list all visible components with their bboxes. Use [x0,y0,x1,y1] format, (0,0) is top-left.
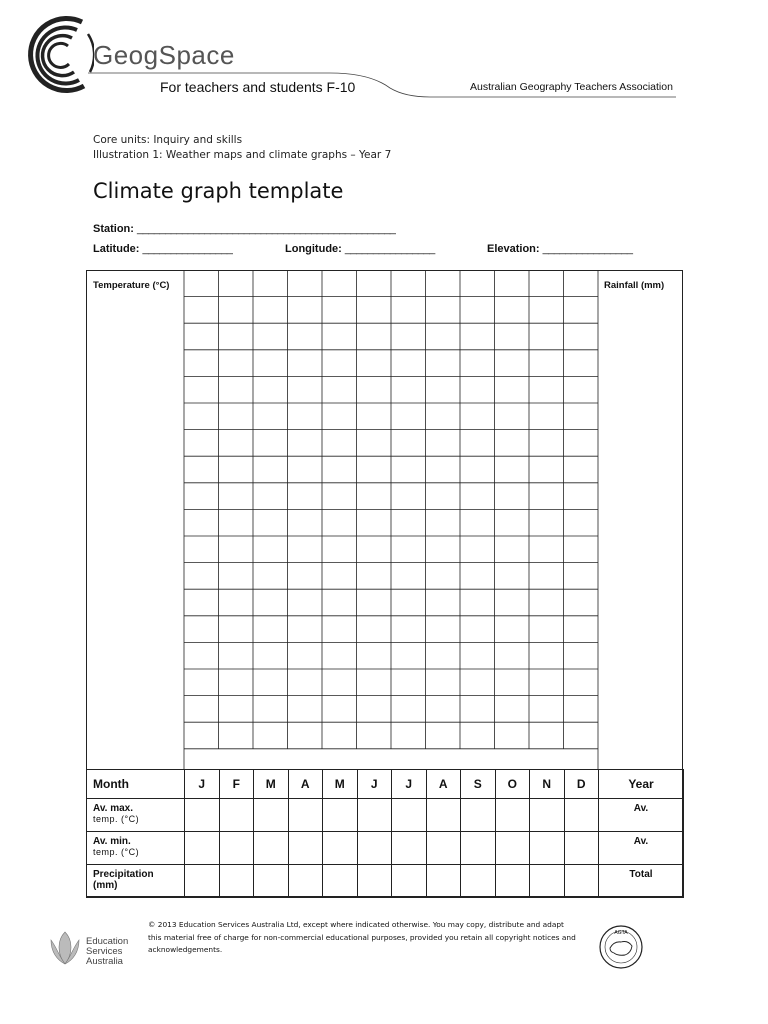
precipitation-total[interactable]: Total [599,865,684,898]
longitude-label: Longitude: [285,243,342,255]
illustration-line: Illustration 1: Weather maps and climate graphs – Year 7 [93,149,392,161]
table-row [87,799,684,832]
month-label: Month [87,770,185,799]
data-cell[interactable] [392,865,427,898]
month-cell: M [323,770,358,799]
month-cell: A [426,770,461,799]
latitude-label: Latitude: [93,243,140,255]
month-cell: M [254,770,289,799]
data-cell[interactable] [495,832,530,865]
station-blank[interactable]: ______________________________________________ [137,223,396,235]
data-cell[interactable] [357,832,392,865]
data-cell[interactable] [392,832,427,865]
data-cell[interactable] [461,865,496,898]
publisher-line: Services [86,946,123,957]
page-title: Climate graph template [93,179,344,203]
data-cell[interactable] [530,865,565,898]
data-cell[interactable] [219,832,254,865]
data-cell[interactable] [323,865,358,898]
month-cell: S [461,770,496,799]
row-label-text: Av. min. [93,836,131,847]
data-cell[interactable] [564,799,599,832]
month-header-row [87,770,684,799]
brand-tagline: For teachers and students F-10 [160,79,356,95]
longitude-blank[interactable]: ________________ [344,243,435,255]
av-max-label [87,799,185,832]
agta-seal-icon [598,924,644,970]
data-cell[interactable] [392,799,427,832]
copyright-notice: © 2013 Education Services Australia Ltd, except where indicated otherwise. You may copy, distribute and adapt this material free of charge for non-commercial educational purposes, provided you retain all copyright notices and acknowledgements. [148,920,576,954]
agta-seal-text: AGTA [614,930,628,936]
av-min-label [87,832,185,865]
elevation-label: Elevation: [487,243,540,255]
data-cell[interactable] [219,865,254,898]
data-cell[interactable] [564,832,599,865]
data-cell[interactable] [461,832,496,865]
data-cell[interactable] [530,799,565,832]
education-services-australia-logo-icon [47,928,83,968]
data-cell[interactable] [323,832,358,865]
data-cell[interactable] [495,865,530,898]
data-cell[interactable] [426,865,461,898]
month-cell: O [495,770,530,799]
month-cell: D [564,770,599,799]
data-cell[interactable] [254,865,289,898]
publisher-name [86,937,128,967]
data-cell[interactable] [461,799,496,832]
row-label-text: Av. max. [93,803,134,814]
data-cell[interactable] [495,799,530,832]
month-cell: A [288,770,323,799]
station-label: Station: [93,223,134,235]
month-cell: F [219,770,254,799]
data-cell[interactable] [357,865,392,898]
rainfall-axis-label: Rainfall (mm) [604,280,665,291]
data-cell[interactable] [254,799,289,832]
association-name: Australian Geography Teachers Association [470,81,673,93]
table-row [87,865,684,898]
row-label-unit: temp. (°C) [93,847,140,857]
data-cell[interactable] [357,799,392,832]
month-cell: J [392,770,427,799]
brand-name: GeogSpace [93,40,235,70]
data-cell[interactable] [288,865,323,898]
precipitation-label [87,865,185,898]
month-cell: J [185,770,220,799]
data-cell[interactable] [254,832,289,865]
data-cell[interactable] [323,799,358,832]
table-row [87,832,684,865]
climate-data-table [86,769,684,898]
publisher-line: Education [86,936,129,947]
elevation-blank[interactable]: ________________ [542,243,633,255]
data-cell[interactable] [530,832,565,865]
core-units-line: Core units: Inquiry and skills [93,134,243,146]
row-label-unit: temp. (°C) [93,814,140,824]
publisher-line: Australia [86,956,123,967]
row-label-unit: (mm) [93,880,118,891]
temperature-axis-label: Temperature (°C) [93,280,170,291]
data-cell[interactable] [185,865,220,898]
data-cell[interactable] [426,799,461,832]
month-cell: N [530,770,565,799]
data-cell[interactable] [426,832,461,865]
latitude-blank[interactable]: ________________ [142,243,233,255]
data-cell[interactable] [288,832,323,865]
data-cell[interactable] [185,799,220,832]
data-cell[interactable] [288,799,323,832]
month-cell: J [357,770,392,799]
year-label: Year [599,770,684,799]
data-cell[interactable] [564,865,599,898]
data-cell[interactable] [185,832,220,865]
av-max-year[interactable]: Av. [599,799,684,832]
row-label-text: Precipitation [93,869,154,880]
data-cell[interactable] [219,799,254,832]
av-min-year[interactable]: Av. [599,832,684,865]
